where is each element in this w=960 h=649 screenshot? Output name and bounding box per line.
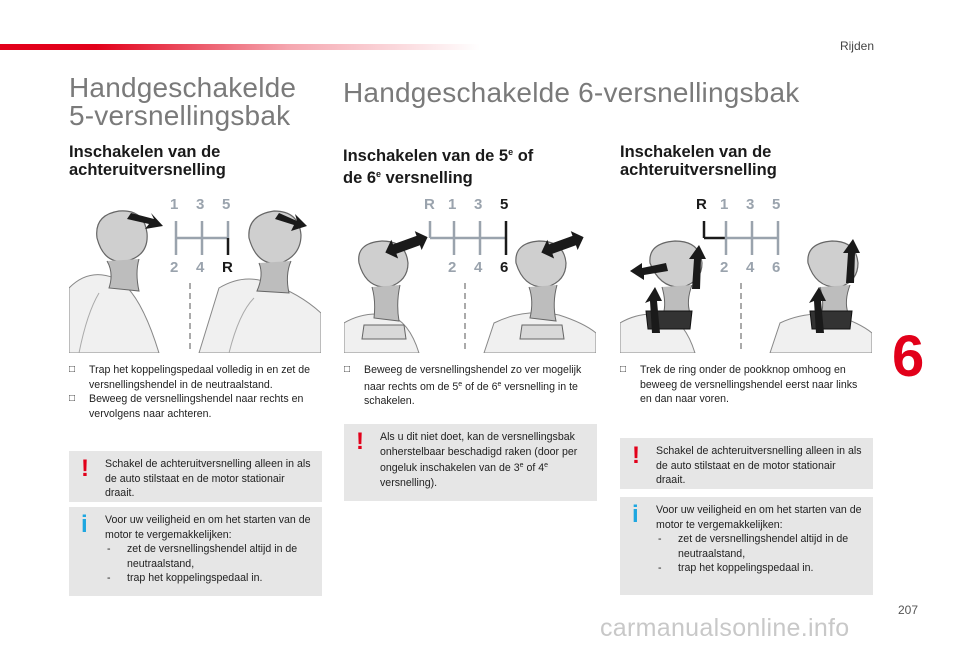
right-title: Handgeschakelde 6-versnellingsbak [343,77,800,108]
gear-label-highlight: 6 [500,259,509,276]
middle-warning-note: ! Als u dit niet doet, kan de versnellingsbak onherstelbaar beschadigd raken (door per ongeluk inschakelen van de 3e of 4e versnelling). [344,424,597,501]
page-number: 207 [898,603,919,617]
checkbox-bullet-icon: □ [620,364,627,375]
left-gear-illustration [69,193,321,353]
right-warning-note: ! Schakel de achteruitversnelling alleen in als de auto stilstaat en de motor stationair draait. [620,438,873,489]
top-accent-bar [0,44,480,50]
list-item: - zet de versnellingshendel altijd in de neutraalstand, [107,543,298,570]
gear-label: 4 [746,259,755,276]
right-info-note: i Voor uw veiligheid en om het starten van de motor te vergemakkelijken: - zet de versnellingshendel altijd in de neutraalstand, - trap het koppelingspedaal in. [620,497,873,595]
left-subhead-line1: Inschakelen van de [69,143,221,161]
right-subhead-line1: Inschakelen van de [620,143,772,161]
gear-label: 1 [170,196,179,213]
left-subhead [69,143,226,179]
list-item: □ Trek de ring onder de pookknop omhoog en beweeg de versnellingshendel eerst naar links en dan naar voren. [620,364,858,406]
middle-gear-illustration [344,193,596,353]
gear-label-highlight: 5 [500,196,509,213]
right-subhead-line2: achteruitversnelling [620,161,777,179]
gear-label: 2 [448,259,457,276]
gear-label: R [424,196,435,213]
exclamation-icon: ! [81,455,89,482]
info-i-icon: i [81,511,88,538]
gear-label: 3 [746,196,755,213]
checkbox-bullet-icon: □ [69,393,76,405]
gear-label: 1 [720,196,729,213]
left-warning-note: ! Schakel de achteruitversnelling alleen in als de auto stilstaat en de motor stationair draait. [69,451,322,502]
gear-label: 2 [170,259,179,276]
list-item: - trap het koppelingspedaal in. [107,572,263,585]
gear-label: 4 [196,259,205,276]
gear-label-highlight: R [222,259,233,276]
middle-subhead: Inschakelen van de 5e of de 6e versnelling [343,147,534,187]
middle-instructions [344,363,584,409]
list-item: □ Beweeg de versnellingshendel naar rechts en vervolgens naar achteren. [69,393,304,420]
section-label: Rijden [839,39,874,53]
left-title-line2: 5-versnellingsbak [69,100,291,131]
gear-label: 3 [196,196,205,213]
right-gear-illustration [620,193,872,353]
left-title [69,74,296,130]
left-instructions [69,363,325,421]
gear-label: 4 [474,259,483,276]
watermark: carmanualsonline.info [600,614,850,642]
checkbox-bullet-icon: □ [344,364,351,375]
left-subhead-line2: achteruitversnelling [69,161,226,179]
gear-label: 3 [474,196,483,213]
gear-label-highlight: R [696,196,707,213]
gear-label: 1 [448,196,457,213]
right-subhead [620,143,777,179]
gear-label: 6 [772,259,781,276]
list-item: □ Trap het koppelingspedaal volledig in en zet de versnellingshendel in de neutraalstand. [69,364,311,391]
list-item: - trap het koppelingspedaal in. [658,562,814,575]
left-info-note: i Voor uw veiligheid en om het starten van de motor te vergemakkelijken: - zet de versnellingshendel altijd in de neutraalstand, - trap het koppelingspedaal in. [69,507,322,596]
gear-label: 2 [720,259,729,276]
gear-label: 5 [222,196,231,213]
gear-label: 5 [772,196,781,213]
left-title-line1: Handgeschakelde [69,72,297,103]
list-item: □ Beweeg de versnellingshendel zo ver mogelijk naar rechts om de 5e of de 6e versnelling in te schakelen. [344,364,582,408]
exclamation-icon: ! [632,442,640,469]
chapter-number: 6 [892,324,925,389]
info-i-icon: i [632,501,639,528]
right-instructions [620,363,870,407]
exclamation-icon: ! [356,428,364,455]
list-item: - zet de versnellingshendel altijd in de neutraalstand, [658,533,849,560]
checkbox-bullet-icon: □ [69,364,76,375]
